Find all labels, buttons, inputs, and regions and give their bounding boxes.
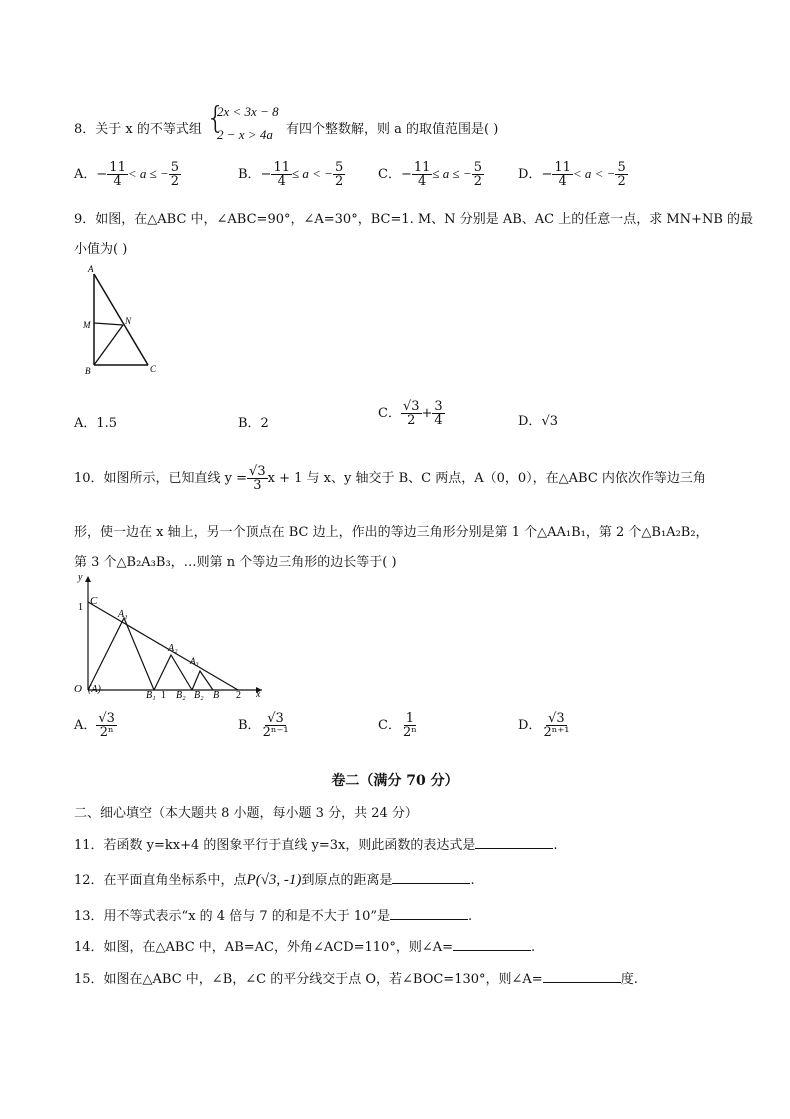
label-b1: B₁	[146, 690, 156, 701]
numerator: 11	[273, 160, 291, 175]
label-m: M	[83, 320, 91, 330]
fraction	[169, 161, 181, 188]
q10-stem-line2: 形，使一边在 x 轴上，另一个顶点在 BC 边上，作出的等边三角形分别是第 1 个△AA₁B₁，第 2 个△B₁A₂B₂，	[74, 525, 709, 540]
numerator: 11	[413, 160, 431, 175]
denominator: 2	[617, 174, 626, 189]
label-x: x	[256, 689, 261, 700]
segment-ac	[94, 274, 148, 365]
relation: < a ≤ −	[127, 166, 169, 181]
q11-answer-blank[interactable]	[475, 847, 553, 849]
q8-option-c[interactable]	[378, 161, 484, 188]
label-y: y	[78, 572, 83, 583]
label-a: A	[88, 264, 94, 274]
denominator: 2ⁿ	[402, 725, 417, 740]
label-b2-second: B₂	[194, 690, 204, 701]
denominator: 3	[253, 478, 262, 493]
minus-sign: −	[96, 167, 108, 182]
numerator: 5	[617, 160, 626, 175]
option-label: D．	[518, 718, 542, 733]
fraction	[247, 465, 268, 492]
label-a3: A₃	[190, 656, 199, 666]
numerator: 1	[405, 711, 415, 726]
q9-option-a[interactable]: A．1.5	[74, 416, 118, 431]
q15-answer-blank[interactable]	[543, 981, 621, 983]
y-axis-arrow	[85, 576, 91, 582]
q9-triangle-figure	[80, 262, 170, 380]
q13	[74, 905, 472, 924]
denominator: 4	[113, 174, 122, 189]
q11-end: .	[553, 838, 558, 853]
option-label: D．	[518, 414, 542, 429]
denominator: 2	[473, 174, 482, 189]
part2-title: 卷二（满分 70 分）	[331, 773, 459, 789]
fraction	[432, 400, 444, 427]
numerator: √3	[548, 711, 565, 726]
q13-end: .	[468, 909, 473, 924]
fraction	[615, 161, 627, 188]
denominator: 2ⁿ⁺¹	[543, 725, 570, 740]
sqrt-value: √3	[541, 414, 558, 429]
label-a-origin: (A)	[88, 684, 101, 695]
relation: ≤ a ≤ −	[432, 166, 472, 181]
fraction	[271, 161, 292, 188]
option-label: A．	[74, 167, 97, 182]
q11	[74, 834, 558, 853]
q15	[74, 968, 638, 987]
q10-triangles-figure	[70, 572, 270, 702]
denominator: 4	[434, 413, 443, 428]
label-a2: A₂	[168, 643, 178, 654]
q8-option-a[interactable]	[74, 161, 181, 188]
q14-answer-blank[interactable]	[453, 949, 531, 951]
numerator: √3	[249, 464, 266, 479]
q15-end: 度.	[620, 972, 638, 987]
label-b2: B₂	[176, 690, 186, 701]
denominator: 4	[558, 174, 567, 189]
fraction	[401, 400, 422, 427]
numerator: √3	[98, 711, 115, 726]
q13-answer-blank[interactable]	[390, 918, 468, 920]
label-a1: A₁	[118, 609, 128, 620]
numerator: √3	[267, 711, 284, 726]
q9-option-b[interactable]: B．2	[238, 416, 269, 431]
denominator: 2	[334, 174, 344, 189]
fraction	[552, 161, 573, 188]
option-label: C．	[378, 406, 401, 421]
q8-stem	[74, 118, 202, 137]
q10-option-a[interactable]	[74, 712, 117, 739]
numerator: 5	[334, 160, 344, 175]
q9-option-c[interactable]	[378, 400, 445, 427]
q9-option-d[interactable]	[518, 410, 558, 429]
equilateral-triangle-1	[88, 618, 154, 690]
q8-option-b[interactable]	[238, 161, 345, 188]
minus-sign: −	[400, 167, 412, 182]
denominator: 4	[417, 174, 427, 189]
q9-stem-line1: 9．如图，在△ABC 中，∠ABC=90°，∠A=30°，BC=1. M、N 分别是 AB、AC 上的任意一点，求 MN+NB 的最	[74, 212, 754, 227]
minus-sign: −	[260, 167, 272, 182]
segment-nb	[94, 325, 123, 365]
q9-stem-line2: 小值为( )	[74, 242, 128, 257]
numerator: 5	[473, 160, 482, 175]
option-label: B．	[238, 718, 261, 733]
minus-sign: −	[541, 167, 553, 182]
numerator: 5	[170, 160, 180, 175]
relation: ≤ a < −	[292, 166, 333, 181]
q14-text: 14．如图，在△ABC 中，AB=AC，外角∠ACD=110°，则∠A=	[74, 940, 453, 955]
segment-mn	[94, 323, 123, 325]
denominator: 2	[407, 413, 416, 428]
label-tick-1: 1	[161, 690, 166, 701]
option-label: D．	[518, 167, 542, 182]
q10-stem-line3: 第 3 个△B₂A₃B₃，…则第 n 个等边三角形的边长等于( )	[74, 555, 397, 570]
denominator: 2	[170, 174, 180, 189]
q8-option-d[interactable]	[518, 161, 628, 188]
q10-option-c[interactable]	[378, 712, 419, 739]
numerator: √3	[402, 399, 420, 414]
option-label: B．	[238, 167, 261, 182]
label-b: B	[85, 366, 91, 376]
denominator: 4	[277, 174, 286, 189]
q8-brace: {	[206, 101, 226, 136]
q12-end: .	[470, 873, 475, 888]
option-label: C．	[378, 167, 401, 182]
q8-suffix: 有四个整数解，则 a 的取值范围是( )	[286, 122, 499, 137]
fraction	[333, 161, 345, 188]
numerator: 11	[109, 160, 126, 175]
q12	[74, 869, 475, 889]
label-o: O	[74, 683, 82, 695]
fraction	[541, 712, 571, 739]
label-b: B	[213, 690, 220, 701]
q13-text: 13．用不等式表示“x 的 4 倍与 7 的和是不大于 10”是	[74, 909, 391, 924]
fraction	[96, 712, 117, 739]
q8-system-line2: 2 − x > 4a	[217, 127, 273, 142]
label-c: C	[90, 595, 98, 607]
q10-option-b[interactable]	[238, 712, 291, 739]
q8-prefix: 8．关于 x 的不等式组	[74, 122, 202, 137]
fraction	[401, 712, 419, 739]
q11-text: 11．若函数 y=kx+4 的图象平行于直线 y=3x，则此函数的表达式是	[74, 838, 476, 853]
q15-text: 15．如图在△ABC 中，∠B，∠C 的平分线交于点 O，若∠BOC=130°，则∠A=	[74, 972, 543, 987]
denominator: 2ⁿ⁻¹	[262, 725, 289, 740]
numerator: 3	[434, 399, 443, 414]
q10-text-b: x + 1 与 x、y 轴交于 B、C 两点，A（0，0），在△ABC 内依次作等边三角	[267, 471, 706, 486]
q12-point: P(√3, -1)	[246, 872, 302, 888]
q10-stem-line1	[74, 465, 706, 492]
label-n: N	[125, 316, 132, 326]
q12-text-b: 到原点的距离是	[301, 873, 393, 888]
label-1-y: 1	[78, 602, 83, 613]
fraction	[261, 712, 291, 739]
q12-text-a: 12．在平面直角坐标系中，点	[74, 873, 247, 888]
fraction	[107, 161, 128, 188]
denominator: 2ⁿ	[99, 725, 114, 740]
q10-text-a: 10．如图所示，已知直线 y =	[74, 471, 248, 486]
label-tick-2: 2	[236, 690, 241, 701]
fraction	[472, 161, 484, 188]
q14	[74, 936, 535, 955]
plus-sign: +	[421, 406, 433, 421]
q8-system-line1: 2x < 3x − 8	[217, 104, 279, 119]
option-label: A．	[74, 718, 97, 733]
label-c: C	[150, 364, 157, 374]
q10-option-d[interactable]	[518, 712, 571, 739]
q14-end: .	[531, 940, 536, 955]
fraction	[412, 161, 433, 188]
q12-answer-blank[interactable]	[392, 882, 470, 884]
section2-header: 二、细心填空（本大题共 8 小题，每小题 3 分，共 24 分）	[74, 806, 418, 821]
option-label: C．	[378, 718, 401, 733]
relation: < a < −	[572, 166, 616, 181]
numerator: 11	[554, 160, 571, 175]
